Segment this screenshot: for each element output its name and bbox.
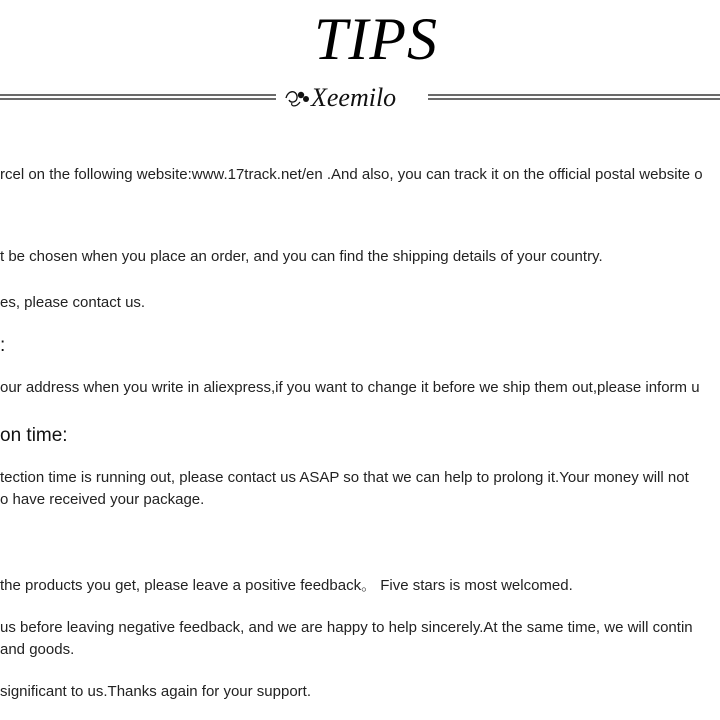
feedback-line-2: us before leaving negative feedback, and we are happy to help sincerely.At the same time, we will contin — [0, 619, 693, 636]
address-line: our address when you write in aliexpress,if you want to change it before we ship them out,please inform u — [0, 379, 700, 396]
shipping-line: t be chosen when you place an order, and you can find the shipping details of your country. — [0, 248, 603, 265]
protection-line-2: o have received your package. — [0, 491, 205, 508]
protection-line-1: tection time is running out, please contact us ASAP so that we can help to prolong it.Your money will not — [0, 469, 689, 486]
flourish-icon — [286, 92, 309, 106]
tracking-line: rcel on the following website:www.17track.net/en .And also, you can track it on the official postal website o — [0, 166, 703, 183]
protection-heading: on time: — [0, 425, 68, 446]
thanks-line: significant to us.Thanks again for your support. — [0, 683, 312, 700]
contact-line: es, please contact us. — [0, 294, 146, 311]
feedback-line-1: the products you get, please leave a positive feedback。 Five stars is most welcomed. — [0, 577, 573, 594]
address-heading: : — [0, 335, 6, 356]
feedback-line-3: and goods. — [0, 641, 75, 658]
brand-divider — [0, 78, 720, 118]
page-title: TIPS — [314, 6, 438, 72]
brand-name: Xeemilo — [311, 83, 397, 112]
